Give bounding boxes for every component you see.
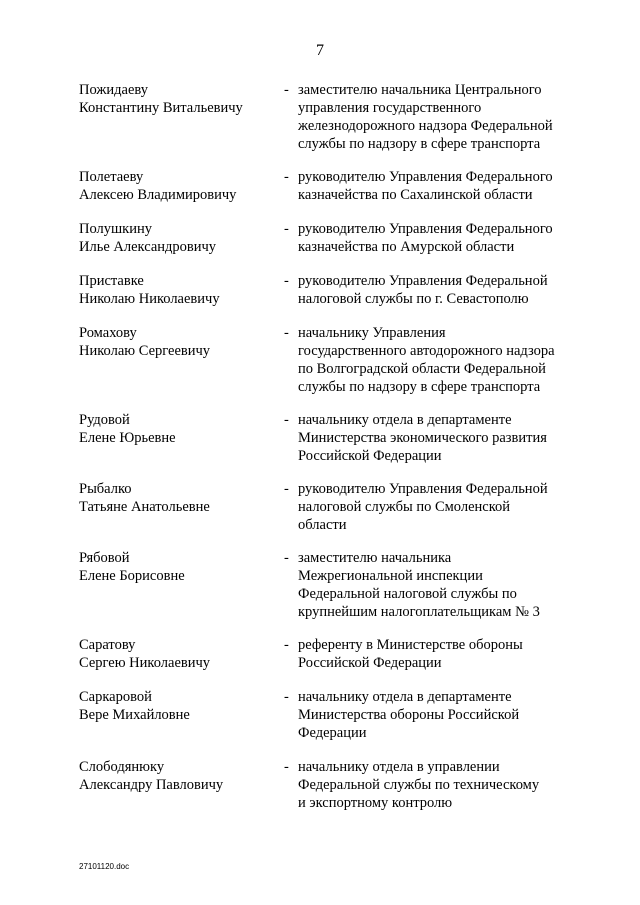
- given-names: Алексею Владимировичу: [79, 187, 237, 203]
- position-line: казначейства по Сахалинской области: [298, 187, 533, 203]
- position-line: начальнику отдела в департаменте: [298, 412, 512, 428]
- dash: -: [284, 325, 289, 341]
- surname: Рябовой: [79, 550, 130, 566]
- entry-position: [298, 758, 588, 812]
- dash: -: [284, 273, 289, 289]
- entry-name: [79, 81, 279, 117]
- given-names: Вере Михайловне: [79, 707, 190, 723]
- entry-name: [79, 549, 279, 585]
- given-names: Константину Витальевичу: [79, 100, 243, 116]
- entry-name: [79, 324, 279, 360]
- entry-position: [298, 480, 588, 534]
- position-line: Российской Федерации: [298, 655, 442, 671]
- dash: -: [284, 169, 289, 185]
- position-line: Федеральной налоговой службы по: [298, 586, 517, 602]
- surname: Приставке: [79, 273, 144, 289]
- position-line: референту в Министерстве обороны: [298, 637, 523, 653]
- entry-name: [79, 220, 279, 256]
- entry-position: [298, 168, 588, 204]
- position-line: начальнику отдела в управлении: [298, 759, 500, 775]
- position-line: руководителю Управления Федерального: [298, 169, 553, 185]
- position-line: Российской Федерации: [298, 448, 442, 464]
- dash: -: [284, 637, 289, 653]
- position-line: Федерации: [298, 725, 367, 741]
- position-line: железнодорожного надзора Федеральной: [298, 118, 553, 134]
- position-line: заместителю начальника Центрального: [298, 82, 542, 98]
- surname: Ромахову: [79, 325, 137, 341]
- position-line: управления государственного: [298, 100, 482, 116]
- position-line: начальнику Управления: [298, 325, 446, 341]
- surname: Саратову: [79, 637, 136, 653]
- position-line: начальнику отдела в департаменте: [298, 689, 512, 705]
- entry-position: [298, 688, 588, 742]
- given-names: Илье Александровичу: [79, 239, 217, 255]
- dash: -: [284, 481, 289, 497]
- entry-position: [298, 324, 588, 396]
- entry-name: [79, 480, 279, 516]
- entry-name: [79, 758, 279, 794]
- position-line: налоговой службы по Смоленской: [298, 499, 511, 515]
- entry-name: [79, 272, 279, 308]
- given-names: Татьяне Анатольевне: [79, 499, 210, 515]
- given-names: Елене Юрьевне: [79, 430, 176, 446]
- dash: -: [284, 221, 289, 237]
- given-names: Сергею Николаевичу: [79, 655, 211, 671]
- position-line: государственного автодорожного надзора: [298, 343, 555, 359]
- position-line: Министерства обороны Российской: [298, 707, 520, 723]
- surname: Пожидаеву: [79, 82, 148, 98]
- entry-position: [298, 81, 588, 153]
- dash: -: [284, 412, 289, 428]
- entry-name: [79, 636, 279, 672]
- position-line: заместителю начальника: [298, 550, 452, 566]
- surname: Полетаеву: [79, 169, 144, 185]
- dash: -: [284, 82, 289, 98]
- entry-position: [298, 549, 588, 621]
- entry-name: [79, 411, 279, 447]
- position-line: Министерства экономического развития: [298, 430, 547, 446]
- entry-position: [298, 636, 588, 672]
- position-line: руководителю Управления Федерального: [298, 221, 553, 237]
- surname: Слободянюку: [79, 759, 165, 775]
- page-number: 7: [316, 42, 324, 59]
- given-names: Александру Павловичу: [79, 777, 224, 793]
- given-names: Николаю Николаевичу: [79, 291, 220, 307]
- dash: -: [284, 550, 289, 566]
- entry-position: [298, 272, 588, 308]
- position-line: по Волгоградской области Федеральной: [298, 361, 546, 377]
- position-line: Федеральной службы по техническому: [298, 777, 540, 793]
- entry-position: [298, 220, 588, 256]
- position-line: Межрегиональной инспекции: [298, 568, 483, 584]
- entry-name: [79, 688, 279, 724]
- given-names: Елене Борисовне: [79, 568, 185, 584]
- surname: Рудовой: [79, 412, 130, 428]
- position-line: руководителю Управления Федеральной: [298, 273, 548, 289]
- dash: -: [284, 759, 289, 775]
- position-line: налоговой службы по г. Севастополю: [298, 291, 529, 307]
- surname: Саркаровой: [79, 689, 152, 705]
- given-names: Николаю Сергеевичу: [79, 343, 211, 359]
- position-line: службы по надзору в сфере транспорта: [298, 379, 541, 395]
- position-line: крупнейшим налогоплательщикам № 3: [298, 604, 540, 620]
- position-line: и экспортному контролю: [298, 795, 453, 811]
- surname: Полушкину: [79, 221, 152, 237]
- dash: -: [284, 689, 289, 705]
- document-filename: 27101120.doc: [79, 862, 130, 871]
- position-line: службы по надзору в сфере транспорта: [298, 136, 541, 152]
- surname: Рыбалко: [79, 481, 132, 497]
- entry-position: [298, 411, 588, 465]
- position-line: области: [298, 517, 347, 533]
- entry-name: [79, 168, 279, 204]
- position-line: руководителю Управления Федеральной: [298, 481, 548, 497]
- position-line: казначейства по Амурской области: [298, 239, 515, 255]
